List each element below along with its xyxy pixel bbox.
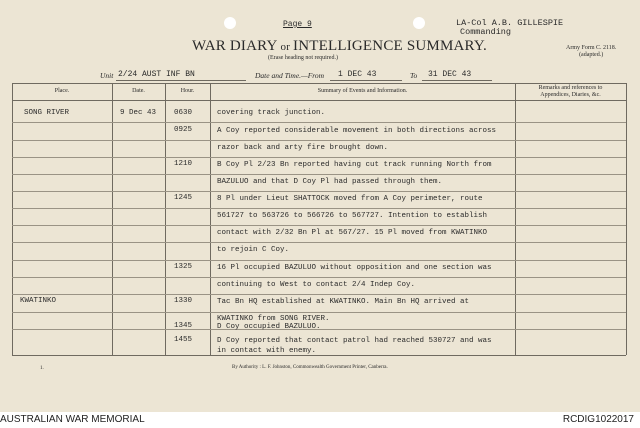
col-divider-date — [165, 83, 166, 355]
printer-line: By Authority : L. F. Johnston, Commonwealth Government Printer, Canberra. — [232, 365, 388, 370]
summary-line: to rejoin C Coy. — [217, 246, 290, 254]
summary-line: 16 Pl occupied BAZULUO without opposition and one section was — [217, 264, 492, 272]
hour-cell: 1325 — [174, 263, 193, 271]
unit-underline — [116, 80, 246, 81]
to-value: 31 DEC 43 — [428, 70, 472, 79]
ruled-line — [12, 174, 626, 175]
table-header-border — [12, 100, 626, 101]
commanding-name: LA-Col A.B. GILLESPIE — [456, 18, 564, 28]
table-bottom-border — [12, 355, 626, 356]
from-value: 1 DEC 43 — [338, 70, 377, 79]
table-top-border — [12, 83, 626, 84]
ruled-line — [12, 122, 626, 123]
ruled-line — [12, 225, 626, 226]
table-left-border — [12, 83, 13, 355]
place-cell: SONG RIVER — [24, 109, 70, 117]
place-cell: KWATINKO — [20, 297, 57, 305]
col-header-date: Date. — [132, 88, 145, 94]
summary-line: razor back and arty fire brought down. — [217, 144, 389, 152]
army-form-note: (adapted.) — [579, 52, 604, 58]
to-underline — [422, 80, 492, 81]
col-header-place: Place. — [54, 88, 70, 94]
ruled-line — [12, 242, 626, 243]
summary-line: 561727 to 563726 to 566726 to 567727. Intention to establish — [217, 212, 488, 220]
title-intel-summary: INTELLIGENCE SUMMARY. — [293, 38, 487, 54]
page-title — [192, 38, 487, 55]
summary-line: covering track junction. — [217, 109, 326, 117]
archive-reference: RCDIG1022017 — [562, 414, 634, 425]
col-divider-hour — [210, 83, 211, 355]
summary-line: A Coy reported considerable movement in both directions across — [217, 127, 497, 135]
summary-line: continuing to West to contact 2/4 Indep Coy. — [217, 281, 416, 289]
army-form-number: Army Form C. 2118. — [566, 45, 617, 51]
summary-line: Tac Bn HQ established at KWATINKO. Main Bn HQ arrived at — [217, 298, 470, 306]
title-war-diary: WAR DIARY — [192, 38, 278, 54]
ruled-line — [12, 260, 626, 261]
punch-hole — [413, 17, 425, 29]
col-header-remarks-line1: Remarks and references to — [538, 85, 603, 91]
summary-line: in contact with enemy. — [217, 347, 317, 355]
unit-value: 2/24 AUST INF BN — [118, 70, 195, 79]
summary-line: D Coy reported that contact patrol had reached 530727 and was — [217, 337, 492, 345]
archive-credit: AUSTRALIAN WAR MEMORIAL — [0, 414, 145, 425]
page-number: Page 9 — [283, 20, 312, 29]
title-subnote: (Erase heading not required.) — [268, 55, 338, 61]
col-header-remarks — [515, 85, 626, 99]
summary-line: 8 Pl under Lieut SHATTOCK moved from A Coy perimeter, route — [217, 195, 483, 203]
hour-cell: 0925 — [174, 126, 193, 134]
summary-line: B Coy Pl 2/23 Bn reported having cut track running North from — [217, 161, 492, 169]
col-header-hour: Hour. — [180, 88, 195, 94]
unit-label: Unit — [100, 71, 114, 80]
form-number: 1. — [40, 366, 44, 371]
ruled-line — [12, 277, 626, 278]
summary-line: KWATINKO from SONG RIVER. — [217, 315, 330, 323]
ruled-line — [12, 140, 626, 141]
ruled-line — [12, 294, 626, 295]
summary-line: BAZULUO and that D Coy Pl had passed through them. — [217, 178, 443, 186]
ruled-line — [12, 191, 626, 192]
hour-cell: 1210 — [174, 160, 193, 168]
summary-line: contact with 2/32 Bn Pl at 567/27. 15 Pl moved from KWATINKO — [217, 229, 488, 237]
col-header-summary: Summary of Events and Information. — [317, 88, 408, 94]
to-label: To — [410, 71, 418, 80]
commanding-role: Commanding — [460, 27, 512, 37]
datetime-label: Date and Time.—From — [255, 71, 325, 80]
punch-hole — [224, 17, 236, 29]
army-form-label — [566, 45, 616, 59]
ruled-line — [12, 157, 626, 158]
hour-cell: 1345 — [174, 322, 193, 330]
table-right-border — [626, 83, 627, 355]
title-or: or — [277, 41, 294, 53]
hour-cell: 0630 — [174, 109, 193, 117]
hour-cell: 1245 — [174, 194, 193, 202]
hour-cell: 1330 — [174, 297, 193, 305]
commanding-officer — [456, 19, 563, 37]
date-cell: 9 Dec 43 — [120, 109, 157, 117]
from-underline — [330, 80, 402, 81]
col-divider-summary — [515, 83, 516, 355]
col-header-remarks-line2: Appendices, Diaries, &c. — [540, 92, 601, 98]
ruled-line — [12, 312, 626, 313]
summary-line: D Coy occupied BAZULUO. — [217, 323, 321, 331]
hour-cell: 1455 — [174, 336, 193, 344]
col-divider-place — [112, 83, 113, 355]
ruled-line — [12, 208, 626, 209]
